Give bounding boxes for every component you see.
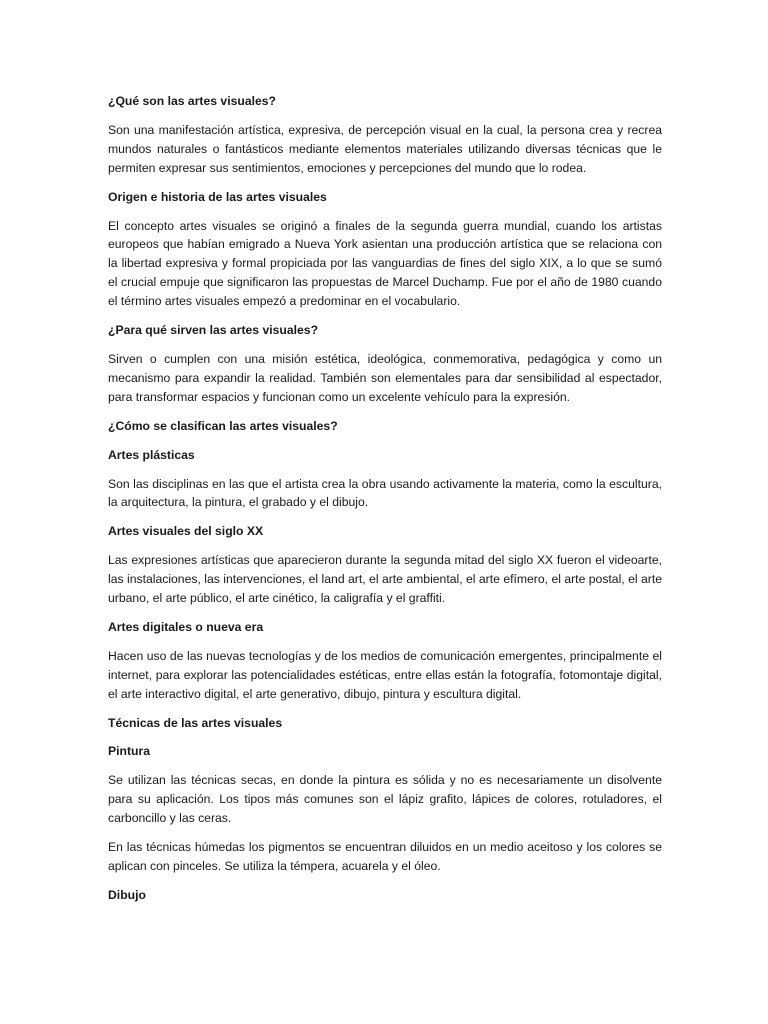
heading-para-que-sirven: ¿Para qué sirven las artes visuales? [108, 323, 319, 338]
heading-dibujo: Dibujo [108, 887, 146, 902]
heading-origen: Origen e historia de las artes visuales [108, 189, 327, 204]
heading-clasificacion: ¿Cómo se clasifican las artes visuales? [108, 418, 338, 433]
paragraph-tecnicas-secas: Se utilizan las técnicas secas, en donde la pintura es sólida y no es necesariamente un disolvente para su aplicación. Los tipos más comunes son el lápiz grafito, lápices de colores, rotuladores, el carboncillo y las ceras. [108, 773, 662, 826]
heading-pintura: Pintura [108, 744, 150, 759]
paragraph-artes-digitales: Hacen uso de las nuevas tecnologías y de los medios de comunicación emergentes, principalmente el internet, para explorar las potencialidades estéticas, entre ellas están la fotografía, fotomontaje digital, el arte interactivo digital, el arte generativo, dibujo, pintura y escultura digital. [108, 648, 662, 701]
paragraph-artes-plasticas: Son las disciplinas en las que el artista crea la obra usando activamente la materia, como la escultura, la arquitectura, la pintura, el grabado y el dibujo. [108, 476, 662, 510]
paragraph-definicion: Son una manifestación artística, expresiva, de percepción visual en la cual, la persona crea y recrea mundos naturales o fantásticos mediante elementos materiales utilizando diversas técnicas que le permiten expresar sus sentimientos, emociones y percepciones del mundo que lo rodea. [108, 122, 662, 175]
paragraph-para-que-sirven: Sirven o cumplen con una misión estética, ideológica, conmemorativa, pedagógica y como un mecanismo para expandir la realidad. También son elementales para dar sensibilidad al espectador, para transformar espacios y funcionan como un excelente vehículo para la expresión. [108, 351, 662, 404]
paragraph-tecnicas-humedas: En las técnicas húmedas los pigmentos se encuentran diluidos en un medio aceitoso y los colores se aplican con pinceles. Se utiliza la témpera, acuarela y el óleo. [108, 840, 662, 873]
paragraph-origen: El concepto artes visuales se originó a finales de la segunda guerra mundial, cuando los artistas europeos que habían emigrado a Nueva York asientan una producción artística que se relaciona con la libertad expresiva y formal propiciada por las vanguardias de fines del siglo XIX, a lo que se sumó el crucial empuje que significaron las propuestas de Marcel Duchamp. Fue por el año de 1980 cuando el término artes visuales empezó a predominar en el vocabulario. [108, 218, 662, 309]
heading-artes-digitales: Artes digitales o nueva era [108, 619, 264, 634]
heading-tecnicas: Técnicas de las artes visuales [108, 715, 283, 730]
document-page [108, 92, 662, 915]
heading-artes-plasticas: Artes plásticas [108, 447, 195, 462]
paragraph-siglo-xx: Las expresiones artísticas que aparecieron durante la segunda mitad del siglo XX fueron el videoarte, las instalaciones, las intervenciones, el land art, el arte ambiental, el arte efímero, el arte postal, el arte urbano, el arte público, el arte cinético, la caligrafía y el graffiti. [108, 553, 662, 606]
heading-que-son: ¿Qué son las artes visuales? [108, 94, 276, 108]
heading-siglo-xx: Artes visuales del siglo XX [108, 524, 264, 539]
